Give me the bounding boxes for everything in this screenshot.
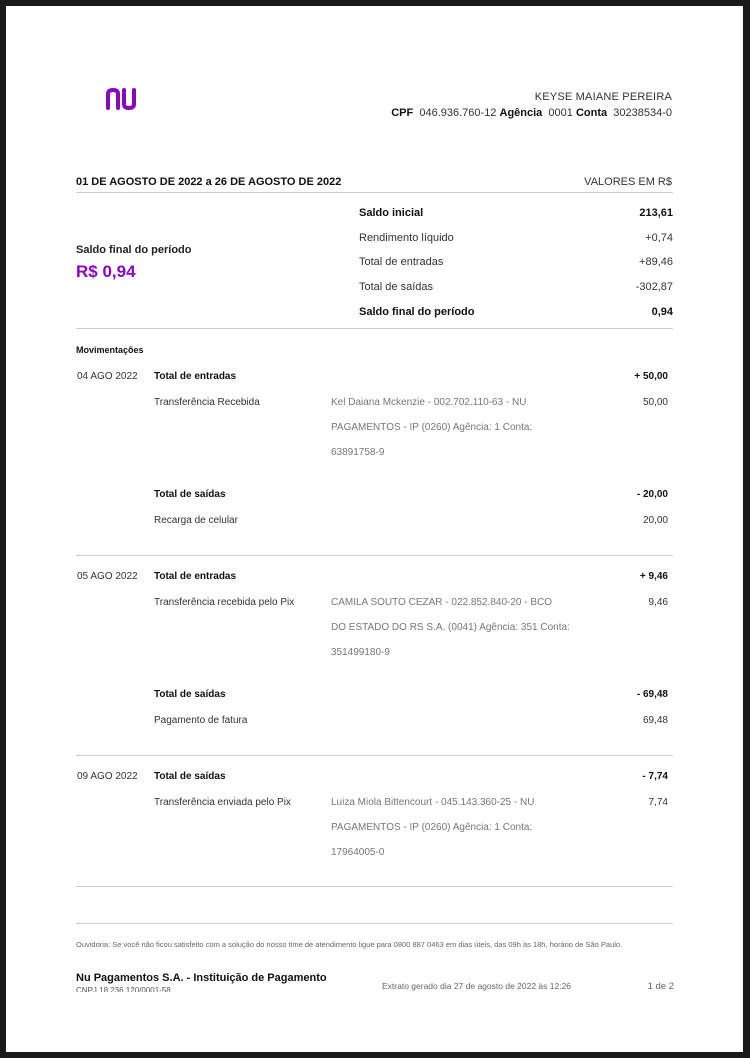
divider [76,755,673,756]
summary-row [359,281,673,293]
statement-page [6,6,743,1052]
group-total: - 7,74 [642,771,668,782]
statement-period: 01 DE AGOSTO DE 2022 a 26 DE AGOSTO DE 2022 [76,176,342,188]
transaction-detail: CAMILA SOUTO CEZAR - 022.852.840-20 - BCO [331,597,553,608]
group-label: Total de saídas [154,771,226,782]
transaction-detail: DO ESTADO DO RS S.A. (0041) Agência: 351 Conta: [331,622,570,633]
transaction-detail: 63891758-9 [331,447,385,458]
divider [76,328,673,329]
transaction-detail: PAGAMENTOS - IP (0260) Agência: 1 Conta: [331,822,533,833]
transaction-detail: 17964005-0 [331,847,385,858]
summary-row [359,207,673,219]
account-identifiers [391,107,672,119]
transaction-amount: 7,74 [648,797,668,808]
svg-text:nu: nu [104,84,106,85]
conta-label: Conta [575,107,608,119]
page-number: 1 de 2 [647,981,674,992]
agencia-label: Agência [499,107,543,119]
conta-value: 30238534-0 [613,107,672,119]
summary-label: Rendimento líquido [359,232,454,244]
summary-label: Total de entradas [359,256,444,268]
summary-value: 0,94 [651,306,673,318]
cpf-value: 046.936.760-12 [419,107,497,119]
divider [76,555,673,556]
transaction-detail: 351499180-9 [331,647,390,658]
transaction-detail: PAGAMENTOS - IP (0260) Agência: 1 Conta: [331,422,533,433]
movements-title: Movimentações [76,345,144,355]
group-total: + 9,46 [639,571,668,582]
movement-date: 09 AGO 2022 [77,771,138,782]
group-label: Total de entradas [154,571,237,582]
summary-value: +89,46 [639,256,673,268]
transaction-amount: 50,00 [642,397,668,408]
group-label: Total de saídas [154,689,226,700]
transaction-detail: Kel Daiana Mckenzie - 002.702.110-63 - NU [331,397,527,408]
summary-value: 213,61 [639,207,673,219]
group-total: + 50,00 [634,371,668,382]
movement-date: 05 AGO 2022 [77,571,138,582]
agencia-value: 0001 [548,107,573,119]
group-label: Total de entradas [154,371,237,382]
divider [76,192,673,193]
transaction-description: Transferência enviada pelo Pix [154,797,291,808]
summary-label: Saldo final do período [359,306,475,318]
generated-timestamp: Extrato gerado dia 27 de agosto de 2022 às 12:26 [382,981,572,991]
cpf-label: CPF [391,107,414,119]
transaction-description: Pagamento de fatura [154,715,248,726]
final-balance-value: R$ 0,94 [76,262,136,281]
transaction-description: Transferência recebida pelo Pix [154,597,295,608]
company-cnpj: CNPJ 18.236.120/0001-58 [76,987,171,992]
summary-value: -302,87 [635,281,673,293]
group-total: - 20,00 [636,489,668,500]
final-balance-label: Saldo final do período [76,244,192,256]
transaction-description: Recarga de celular [154,515,238,526]
summary-value: +0,74 [645,232,673,244]
transaction-amount: 69,48 [642,715,668,726]
transaction-amount: 20,00 [642,515,668,526]
currency-note: VALORES EM R$ [584,176,672,188]
summary-row [359,306,673,318]
summary-row [359,256,673,268]
nubank-logo [104,84,148,114]
transaction-amount: 9,46 [648,597,668,608]
account-holder-name: KEYSE MAIANE PEREIRA [534,91,672,103]
summary-label: Total de saídas [359,281,433,293]
summary-label: Saldo inicial [359,207,424,219]
divider [76,886,673,887]
footer-divider [76,923,673,924]
group-label: Total de saídas [154,489,226,500]
summary-row [359,232,673,244]
group-total: - 69,48 [636,689,668,700]
transaction-detail: Luiza Miola Bittencourt - 045.143.360-25 - NU [331,797,535,808]
company-name: Nu Pagamentos S.A. - Instituição de Pagamento [76,972,327,984]
ouvidoria-note: Ouvidoria: Se você não ficou satisfeito com a solução do nosso time de atendimento ligue para 0800 887 0463 em dias úteis, das 09h às 18h, horário de São Paulo. [76,940,623,949]
movement-date: 04 AGO 2022 [77,371,138,382]
transaction-description: Transferência Recebida [154,397,260,408]
